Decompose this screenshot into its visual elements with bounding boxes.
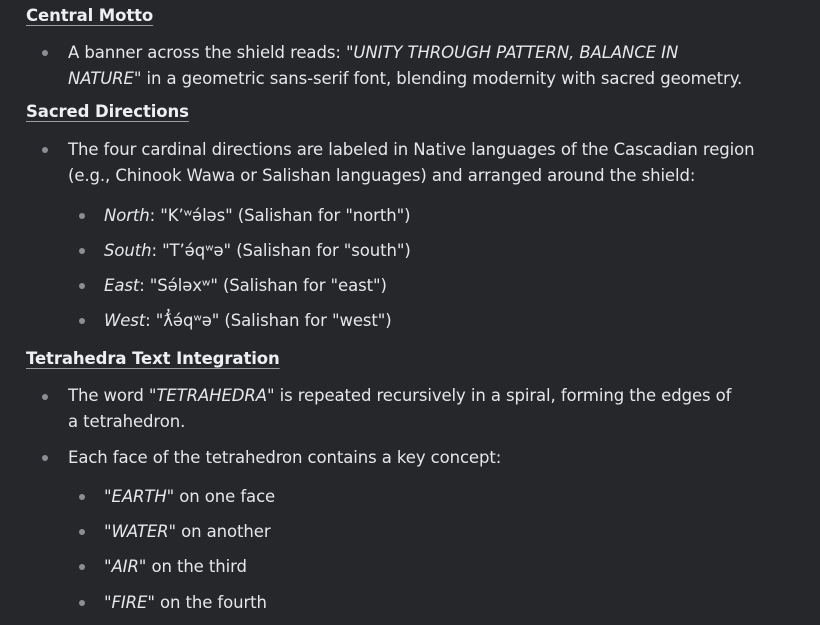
list-item-tetrahedra-line1 xyxy=(68,383,731,409)
list-item-directions-line2: (e.g., Chinook Wawa or Salishan languages) and arranged around the shield: xyxy=(68,166,696,185)
concept-label: "FIRE" xyxy=(104,593,155,612)
concept-text: on the fourth xyxy=(154,593,267,612)
bullet-icon xyxy=(42,455,48,461)
list-item-tetrahedra-line2: a tetrahedron. xyxy=(68,412,186,431)
tetrahedra-word: "TETRAHEDRA" xyxy=(148,386,275,405)
list-item-south xyxy=(104,238,411,264)
direction-label: South xyxy=(104,241,152,260)
concept-label: "WATER" xyxy=(104,522,177,541)
bullet-icon xyxy=(79,318,85,324)
concept-text: on one face xyxy=(174,487,276,506)
heading-tetrahedra-text: Tetrahedra Text Integration xyxy=(26,349,280,368)
motto-text: "UNITY THROUGH PATTERN, BALANCE IN xyxy=(345,43,679,62)
heading-central-motto: Central Motto xyxy=(26,6,154,25)
motto-text-cont: NATURE" xyxy=(68,69,142,88)
bullet-icon xyxy=(79,600,85,606)
list-item-water xyxy=(104,519,271,545)
direction-text: : "Tʼə́qʷə" (Salishan for "south") xyxy=(151,241,411,260)
list-item-faces: Each face of the tetrahedron contains a key concept: xyxy=(68,448,502,467)
concept-label: "EARTH" xyxy=(104,487,175,506)
list-item-earth xyxy=(104,484,275,510)
item-text: in a geometric sans-serif font, blending modernity with sacred geometry. xyxy=(141,69,743,88)
bullet-icon xyxy=(79,283,85,289)
list-item-west xyxy=(104,308,392,334)
direction-label: North xyxy=(104,206,150,225)
list-item-air xyxy=(104,554,247,580)
bullet-icon xyxy=(42,50,48,56)
bullet-icon xyxy=(79,494,85,500)
item-text: A banner across the shield reads: xyxy=(68,43,346,62)
direction-text: : "ƛ̓ə́qʷə" (Salishan for "west") xyxy=(145,311,392,330)
bullet-icon xyxy=(79,529,85,535)
bullet-icon xyxy=(42,147,48,153)
direction-text: : "Sə́ləxʷ" (Salishan for "east") xyxy=(139,276,387,295)
heading-sacred-directions: Sacred Directions xyxy=(26,102,189,121)
bullet-icon xyxy=(42,394,48,400)
direction-text: : "Kʼʷə́ləs" (Salishan for "north") xyxy=(149,206,411,225)
list-item-banner-line1 xyxy=(68,40,678,66)
direction-label: West xyxy=(104,311,146,330)
bullet-icon xyxy=(79,248,85,254)
item-text: is repeated recursively in a spiral, forming the edges of xyxy=(274,386,732,405)
direction-label: East xyxy=(104,276,140,295)
concept-label: "AIR" xyxy=(104,557,147,576)
bullet-icon xyxy=(79,564,85,570)
item-text: The word xyxy=(68,386,149,405)
bullet-icon xyxy=(79,213,85,219)
list-item-fire xyxy=(104,590,267,616)
concept-text: on another xyxy=(176,522,271,541)
list-item-banner-line2 xyxy=(68,66,742,92)
list-item-east xyxy=(104,273,387,299)
list-item-directions-line1: The four cardinal directions are labeled in Native languages of the Cascadian region xyxy=(68,140,755,159)
list-item-north xyxy=(104,203,410,229)
concept-text: on the third xyxy=(146,557,247,576)
